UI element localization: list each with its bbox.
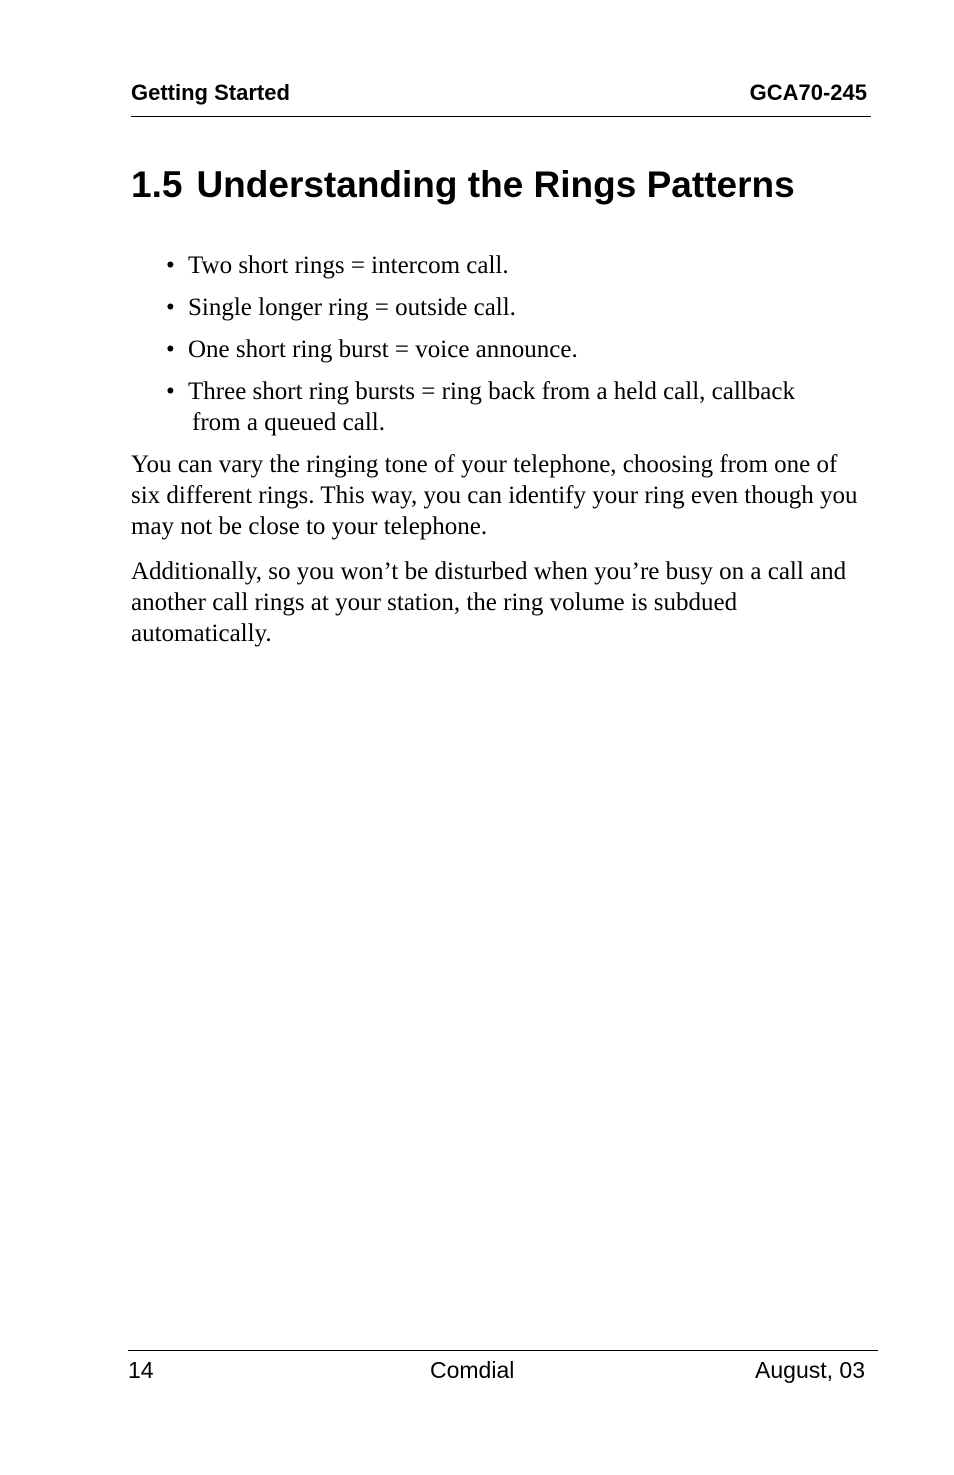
section-title-text: Understanding the Rings Patterns [196, 164, 795, 205]
page-footer [128, 1350, 878, 1387]
list-item-text: Three short ring bursts = ring back from a held call, callback [188, 378, 795, 405]
page-header [131, 80, 871, 117]
ring-volume-paragraph: Additionally, so you won’t be disturbed when you’re busy on a call and another call rings at your station, the ring volume is subdued automatically. [131, 558, 847, 647]
page-number: 14 [128, 1357, 154, 1383]
bullet-icon: • [166, 336, 175, 363]
header-section-title: Getting Started [131, 80, 290, 105]
footer-date: August, 03 [755, 1357, 865, 1383]
list-item-text: Single longer ring = outside call. [188, 294, 516, 321]
footer-company: Comdial [430, 1357, 515, 1383]
list-item-text: One short ring burst = voice announce. [188, 336, 578, 363]
list-item [131, 334, 848, 365]
section-number: 1.5 [131, 164, 183, 205]
page-body [131, 250, 861, 663]
ring-tone-paragraph: You can vary the ringing tone of your telephone, choosing from one of six different rings. This way, you can identify your ring even though you may not be close to your telephone. [131, 451, 858, 540]
bullet-icon: • [166, 252, 175, 279]
list-item-text-continued: from a queued call. [192, 409, 385, 436]
list-item-text: Two short rings = intercom call. [188, 252, 509, 279]
section-heading [131, 164, 795, 206]
list-item [131, 376, 848, 438]
bullet-icon: • [166, 294, 175, 321]
header-doc-number: GCA70-245 [749, 80, 867, 105]
bullet-icon: • [166, 378, 175, 405]
list-item [131, 292, 848, 323]
ring-pattern-list [131, 250, 861, 438]
list-item [131, 250, 848, 281]
